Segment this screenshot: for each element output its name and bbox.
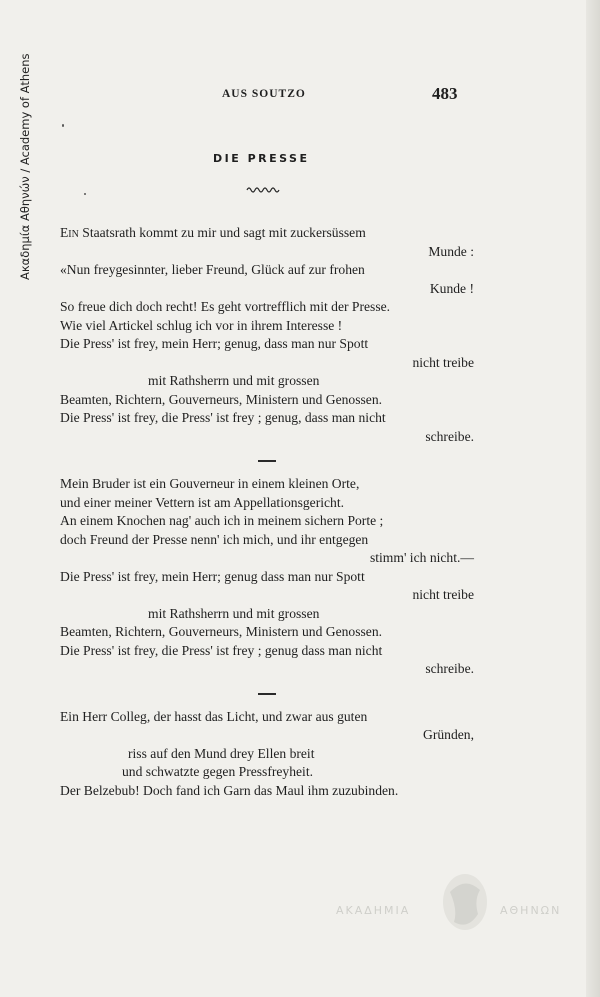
verse-line-continuation: Munde :	[428, 243, 474, 259]
verse-line: Ein Staatsrath kommt zu mir und sagt mit zuckersüssem	[60, 225, 366, 240]
verse-line-continuation: nicht treibe	[412, 587, 474, 602]
verse-line: und einer meiner Vettern ist am Appellationsgericht.	[60, 494, 345, 510]
ink-speck	[62, 124, 64, 127]
stanza	[60, 475, 480, 679]
verse-line: Die Press' ist frey, mein Herr; genug, dass man nur Spott	[60, 336, 369, 351]
verse-line: Mein Bruder ist ein Gouverneur in einem kleinen Orte,	[60, 476, 360, 491]
verse-line-continuation: Kunde !	[429, 280, 474, 296]
verse-line-indented: mit Rathsherrn und mit grossen	[148, 373, 320, 388]
verse-line: Die Press' ist frey, die Press' ist frey ; genug dass man nicht	[60, 642, 383, 658]
verse-line: Wie viel Artickel schlug ich vor in ihrem Interesse !	[60, 317, 343, 333]
watermark-right: ΑΘΗΝΩΝ	[500, 904, 562, 917]
verse-line-continuation: Gründen,	[423, 727, 474, 742]
verse-line-indented: mit Rathsherrn und mit grossen	[148, 605, 320, 621]
academy-seal-watermark	[438, 870, 492, 940]
stanza-divider	[258, 460, 276, 462]
watermark-left: ΑΚΑΔΗΜΙΑ	[336, 904, 411, 917]
verse-line: Der Belzebub! Doch fand ich Garn das Maul ihm zuzubinden.	[60, 782, 399, 798]
verse-line-continuation: schreibe.	[425, 428, 474, 444]
ornament-icon	[246, 185, 280, 193]
page-number: 483	[432, 84, 458, 103]
running-head: AUS SOUTZO	[222, 88, 306, 100]
verse-line-indented: und schwatzte gegen Pressfreyheit.	[122, 764, 314, 779]
verse-line: So freue dich doch recht! Es geht vortrefflich mit der Presse.	[60, 299, 391, 314]
stanza	[60, 708, 480, 801]
stanza	[60, 224, 480, 446]
verse-line: Die Press' ist frey, mein Herr; genug dass man nur Spott	[60, 568, 365, 584]
side-note: Ακαδημία Αθηνών / Academy of Athens	[18, 53, 32, 280]
page-edge	[586, 0, 600, 997]
verse-line: Ein Herr Colleg, der hasst das Licht, und zwar aus guten	[60, 708, 368, 724]
stanza-divider	[258, 693, 276, 695]
verse-line: doch Freund der Presse nenn' ich mich, und ihr entgegen	[60, 531, 369, 547]
ink-speck	[84, 193, 86, 195]
verse-line: Beamten, Richtern, Gouverneurs, Ministern und Genossen.	[60, 624, 383, 639]
poem-title: DIE PRESSE	[213, 152, 310, 165]
poem-body	[60, 224, 480, 800]
drop-word: Ein	[60, 225, 79, 240]
verse-line-continuation: schreibe.	[425, 661, 474, 676]
verse-line-continuation: nicht treibe	[412, 354, 474, 370]
verse-line: Die Press' ist frey, die Press' ist frey ; genug, dass man nicht	[60, 410, 386, 425]
verse-line-continuation: stimm' ich nicht.—	[369, 550, 474, 565]
verse-line: «Nun freygesinnter, lieber Freund, Glück auf zur frohen	[60, 262, 365, 277]
verse-line-indented: riss auf den Mund drey Ellen breit	[128, 745, 315, 761]
verse-line: Beamten, Richtern, Gouverneurs, Ministern und Genossen.	[60, 391, 383, 407]
verse-line: An einem Knochen nag' auch ich in meinem sichern Porte ;	[60, 513, 384, 528]
